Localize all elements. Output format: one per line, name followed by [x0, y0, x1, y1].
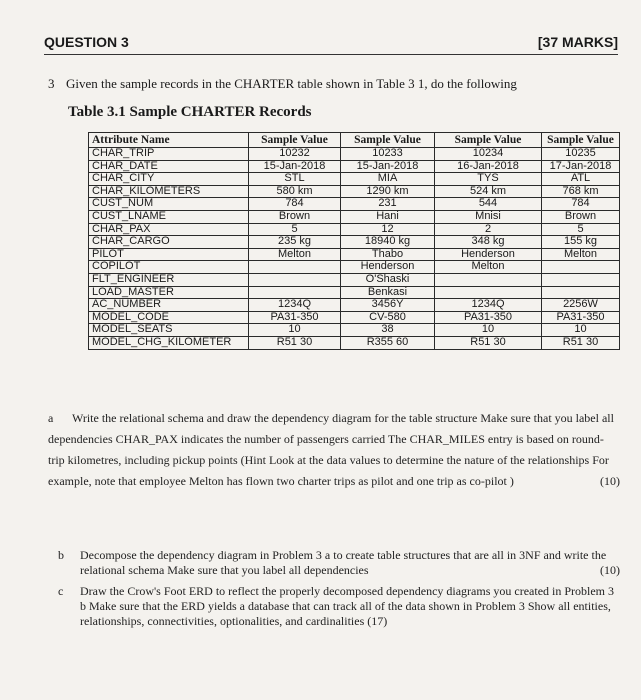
- question-number: 3: [48, 76, 55, 91]
- part-c-text: Draw the Crow's Foot ERD to reflect the properly decomposed dependency diagrams you created in Problem 3 b Make sure that the ERD yields a database that can track all of the data shown in Problem 3 Show all entities, relationships, connectivities, optionalities, and cardinalities: [80, 584, 615, 628]
- sample-value-cell: 544: [435, 198, 542, 211]
- table-row: [89, 286, 620, 299]
- table-row: [89, 160, 620, 173]
- sample-value-cell: 16-Jan-2018: [435, 160, 542, 173]
- sample-value-cell: Henderson: [341, 261, 435, 274]
- attribute-name-cell: CUST_NUM: [89, 198, 249, 211]
- sample-value-cell: 231: [341, 198, 435, 211]
- sample-value-cell: Brown: [542, 210, 620, 223]
- table-row: [89, 148, 620, 161]
- attribute-name-cell: AC_NUMBER: [89, 299, 249, 312]
- table-row: [89, 223, 620, 236]
- sample-value-cell: R51 30: [435, 336, 542, 349]
- sample-value-cell: 10: [249, 324, 341, 337]
- sample-value-cell: 155 kg: [542, 236, 620, 249]
- part-b-marks: (10): [600, 563, 620, 577]
- sample-value-cell: 1234Q: [249, 299, 341, 312]
- table-row: [89, 311, 620, 324]
- part-a-text: Write the relational schema and draw the dependency diagram for the table structure Make sure that you label all dependencies CHAR_PAX indicates the number of passengers carried The CHAR_MILES entry is based on round-trip kilometres, including pickup points (Hint Look at the data values to determine the nature of the relationships For example, note that employee Melton has flown two charter trips as pilot and one trip as co-pilot ): [48, 411, 614, 488]
- sample-value-cell: 2: [435, 223, 542, 236]
- attribute-name-cell: FLT_ENGINEER: [89, 273, 249, 286]
- sample-value-cell: 784: [249, 198, 341, 211]
- sample-value-cell: Thabo: [341, 248, 435, 261]
- sample-value-cell: STL: [249, 173, 341, 186]
- table-row: [89, 324, 620, 337]
- sample-value-cell: PA31-350: [435, 311, 542, 324]
- attribute-name-cell: MODEL_SEATS: [89, 324, 249, 337]
- sample-value-cell: 15-Jan-2018: [249, 160, 341, 173]
- charter-records-table: [88, 132, 620, 350]
- attribute-name-cell: CHAR_PAX: [89, 223, 249, 236]
- sample-value-cell: [542, 286, 620, 299]
- sample-value-cell: R51 30: [249, 336, 341, 349]
- sample-value-cell: 38: [341, 324, 435, 337]
- sample-value-cell: Melton: [542, 248, 620, 261]
- part-c-letter: c: [58, 584, 64, 598]
- table-row: [89, 273, 620, 286]
- table-row: [89, 198, 620, 211]
- sample-value-cell: 768 km: [542, 185, 620, 198]
- sample-value-cell: [249, 286, 341, 299]
- sample-value-cell: Benkasi: [341, 286, 435, 299]
- sample-value-cell: 10234: [435, 148, 542, 161]
- attribute-name-cell: CHAR_TRIP: [89, 148, 249, 161]
- question-header: [44, 34, 618, 55]
- part-a: [48, 408, 620, 492]
- sample-value-cell: [435, 286, 542, 299]
- question-intro: [48, 76, 608, 92]
- header-attribute-name: Attribute Name: [89, 133, 249, 148]
- header-sample-value-1: Sample Value: [249, 133, 341, 148]
- attribute-name-cell: MODEL_CHG_KILOMETER: [89, 336, 249, 349]
- sample-value-cell: PA31-350: [542, 311, 620, 324]
- sample-value-cell: [542, 261, 620, 274]
- table-header-row: [89, 133, 620, 148]
- sample-value-cell: 17-Jan-2018: [542, 160, 620, 173]
- sample-value-cell: R355 60: [341, 336, 435, 349]
- sample-value-cell: Mnisi: [435, 210, 542, 223]
- table-row: [89, 210, 620, 223]
- header-sample-value-4: Sample Value: [542, 133, 620, 148]
- sample-value-cell: R51 30: [542, 336, 620, 349]
- part-b-letter: b: [58, 548, 64, 562]
- attribute-name-cell: CHAR_DATE: [89, 160, 249, 173]
- question-marks: [37 MARKS]: [537, 34, 618, 50]
- sample-value-cell: 10: [542, 324, 620, 337]
- question-title: QUESTION 3: [44, 34, 129, 50]
- sample-value-cell: [249, 261, 341, 274]
- sample-value-cell: 2256W: [542, 299, 620, 312]
- sample-value-cell: 1234Q: [435, 299, 542, 312]
- attribute-name-cell: COPILOT: [89, 261, 249, 274]
- intro-text: Given the sample records in the CHARTER table shown in Table 3 1, do the following: [66, 76, 517, 91]
- sample-value-cell: 524 km: [435, 185, 542, 198]
- sample-value-cell: Melton: [435, 261, 542, 274]
- table-row: [89, 248, 620, 261]
- attribute-name-cell: CHAR_KILOMETERS: [89, 185, 249, 198]
- sample-value-cell: 15-Jan-2018: [341, 160, 435, 173]
- sample-value-cell: 12: [341, 223, 435, 236]
- sample-value-cell: TYS: [435, 173, 542, 186]
- sample-value-cell: 10233: [341, 148, 435, 161]
- attribute-name-cell: CHAR_CARGO: [89, 236, 249, 249]
- sample-value-cell: 348 kg: [435, 236, 542, 249]
- sample-value-cell: 1290 km: [341, 185, 435, 198]
- sample-value-cell: Melton: [249, 248, 341, 261]
- sample-value-cell: ATL: [542, 173, 620, 186]
- part-b: [58, 548, 620, 578]
- sample-value-cell: PA31-350: [249, 311, 341, 324]
- sample-value-cell: MIA: [341, 173, 435, 186]
- attribute-name-cell: MODEL_CODE: [89, 311, 249, 324]
- part-a-letter: a: [48, 411, 54, 425]
- table-row: [89, 185, 620, 198]
- table-title: Table 3.1 Sample CHARTER Records: [68, 104, 312, 120]
- table-row: [89, 299, 620, 312]
- sample-value-cell: 18940 kg: [341, 236, 435, 249]
- sample-value-cell: Henderson: [435, 248, 542, 261]
- table-row: [89, 336, 620, 349]
- sample-value-cell: [542, 273, 620, 286]
- sample-value-cell: [435, 273, 542, 286]
- sample-value-cell: 784: [542, 198, 620, 211]
- part-a-marks: (10): [600, 474, 620, 488]
- header-sample-value-2: Sample Value: [341, 133, 435, 148]
- sample-value-cell: 10232: [249, 148, 341, 161]
- sample-value-cell: 10: [435, 324, 542, 337]
- attribute-name-cell: CHAR_CITY: [89, 173, 249, 186]
- sample-value-cell: Brown: [249, 210, 341, 223]
- sample-value-cell: 235 kg: [249, 236, 341, 249]
- part-c-marks: (17): [367, 614, 388, 628]
- part-b-text: Decompose the dependency diagram in Problem 3 a to create table structures that are all in 3NF and write the relational schema Make sure that you label all dependencies: [80, 548, 607, 577]
- sample-value-cell: 10235: [542, 148, 620, 161]
- attribute-name-cell: LOAD_MASTER: [89, 286, 249, 299]
- header-sample-value-3: Sample Value: [435, 133, 542, 148]
- sample-value-cell: 3456Y: [341, 299, 435, 312]
- table-row: [89, 261, 620, 274]
- table-row: [89, 173, 620, 186]
- attribute-name-cell: CUST_LNAME: [89, 210, 249, 223]
- attribute-name-cell: PILOT: [89, 248, 249, 261]
- part-c: [58, 584, 620, 629]
- sample-value-cell: CV-580: [341, 311, 435, 324]
- sample-value-cell: Hani: [341, 210, 435, 223]
- sample-value-cell: O'Shaski: [341, 273, 435, 286]
- table-row: [89, 236, 620, 249]
- sample-value-cell: 5: [249, 223, 341, 236]
- sample-value-cell: 5: [542, 223, 620, 236]
- sample-value-cell: [249, 273, 341, 286]
- sample-value-cell: 580 km: [249, 185, 341, 198]
